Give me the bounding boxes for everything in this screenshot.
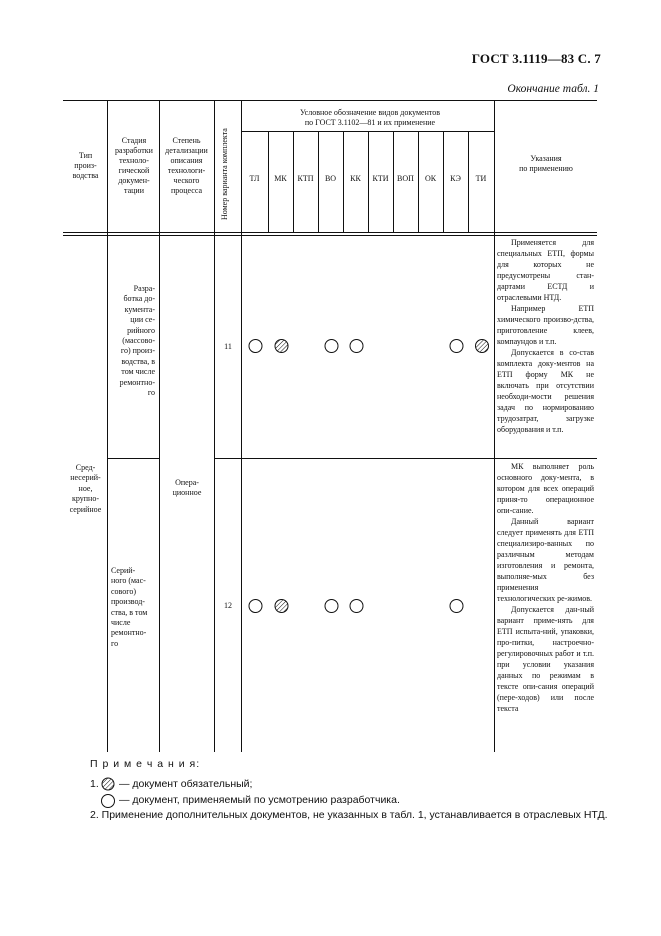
row2-stage: Серий- ного (мас- сового) производ- ства, в том числе ремонтно- го (111, 566, 148, 648)
detail-level: Опера- ционное (172, 478, 202, 498)
row1-optional-mark-ТЛ (249, 340, 262, 353)
col-header-doc-group: Условное обозначение видов документов по ГОСТ 3.1102—81 и их применение (299, 108, 441, 127)
row2-mandatory-mark-МК (275, 600, 288, 613)
col-header-stage: Стадия разработки техноло- гической докумен- тации (115, 136, 153, 195)
col-header-notes: Указания по применению (519, 154, 573, 173)
row1-mandatory-mark-МК (275, 340, 288, 353)
optional-symbol-icon (100, 793, 116, 809)
doc-type-header-10: ТИ (475, 174, 487, 183)
row2-optional-mark-КК (350, 600, 363, 613)
row1-optional-mark-ВО (325, 340, 338, 353)
footnote-mandatory-text: — документ обязательный; (119, 778, 253, 790)
doc-type-header-4: ВО (324, 174, 337, 183)
row1-notes: Применяется для специальных ЕТП, формы для которых не предусмотрены стан-дартами ЕСТД и отраслевыми НТД. Например ЕТП химического произво-дства, приготовление клеев, компаундов и т.п. Допускается в со-став комплекта доку-ментов на ЕТП форму МК не включать при отсутствии необходи-мости решения задач по нормированию трудозатрат, загрузке оборудования и т.п. (497, 238, 594, 434)
footnote-1-number: 1. (90, 778, 99, 790)
row1-optional-mark-КК (350, 340, 363, 353)
footnote-optional-text: — документ, применяемый по усмотрению разработчика. (119, 794, 400, 806)
doc-type-header-5: КК (350, 174, 361, 183)
row2-optional-mark-ТЛ (249, 600, 262, 613)
row1-variant: 11 (224, 342, 232, 351)
page-header: ГОСТ 3.1119—83 С. 7 (471, 51, 601, 66)
row2-optional-mark-ВО (325, 600, 338, 613)
doc-type-header-9: КЭ (450, 174, 461, 183)
row1-stage: Разра- ботка до- кумента- ции се- рийного (массово- го) произ- водства, в том числе ремонтно- го (119, 284, 155, 398)
row1-mandatory-mark-ТИ (476, 340, 489, 353)
row2-notes: МК выполняет роль основного доку-мента, в котором для всех операций приня-то операционное опи-сание. Данный вариант следует применять для ЕТП специализиро-ванных по различным методам изготовления и ремонта, выполняе-мых без применения технологических ре-жимов. Допускается дан-ный вариант приме-нять для ЕТП испыта-ний, упаковки, про-питки, настроечно-регулировочных работ и т.п. при условии указания данных по режимам в тексте опи-сания операций (пере-ходов) или после текста (497, 462, 594, 713)
table-continuation-label: Окончание табл. 1 (507, 83, 599, 95)
production-type: Сред- несерий- ное, крупно- серийное (69, 463, 102, 514)
doc-type-header-7: ВОП (397, 174, 414, 183)
doc-type-header-6: КТИ (372, 174, 389, 183)
row2-variant: 12 (224, 601, 232, 610)
col-header-type: Тип произ- водства (72, 151, 99, 180)
footnotes-heading: П р и м е ч а н и я: (90, 758, 201, 770)
row2-optional-mark-КЭ (450, 600, 463, 613)
doc-type-header-8: ОК (424, 174, 437, 183)
col-header-variant: Номер варианта комплекта (220, 128, 229, 220)
mandatory-symbol-icon (100, 777, 116, 791)
doc-type-header-2: МК (274, 174, 287, 183)
footnote-2: 2. Применение дополнительных документов, не указанных в табл. 1, устанавливается в отраслевых НТД. (90, 809, 608, 821)
doc-type-header-1: ТЛ (249, 174, 260, 183)
row1-optional-mark-КЭ (450, 340, 463, 353)
doc-type-header-3: КТП (297, 174, 314, 183)
col-header-detail: Степень детализации описания технологи- ческого процесса (165, 136, 208, 195)
